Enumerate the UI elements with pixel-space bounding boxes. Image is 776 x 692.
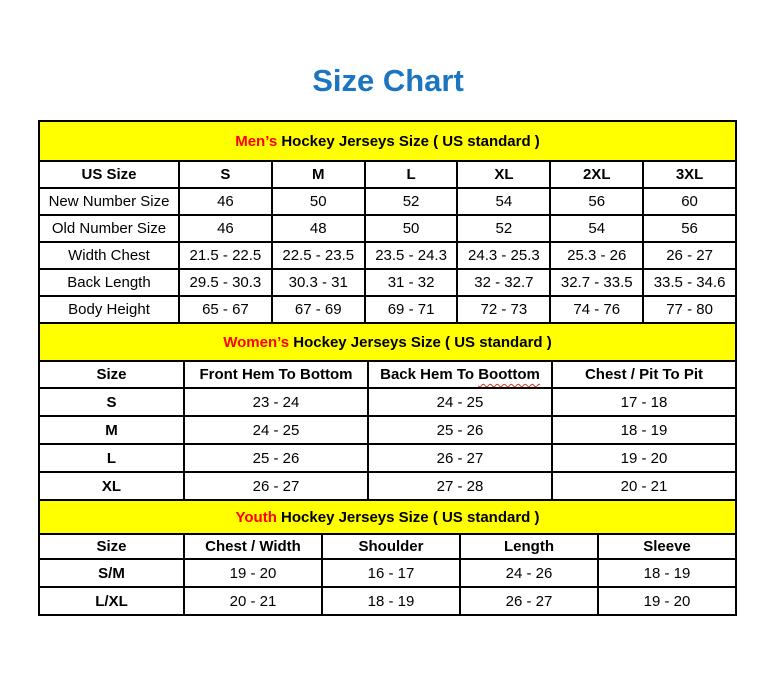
youth-size-table — [38, 499, 737, 616]
mens-size-value-cell: 69 - 71 — [365, 296, 458, 323]
womens-table-row — [39, 388, 736, 416]
womens-size-value-cell: 23 - 24 — [184, 388, 368, 416]
womens-column-header-2 — [368, 361, 552, 388]
mens-section-header-text: Hockey Jerseys Size ( US standard ) — [277, 132, 540, 150]
youth-column-header-0: Size — [39, 534, 184, 559]
mens-table-row — [39, 242, 736, 269]
youth-size-value-cell: 19 - 20 — [184, 559, 322, 587]
youth-column-header-4: Sleeve — [598, 534, 736, 559]
mens-row-label: Old Number Size — [39, 215, 179, 242]
womens-table-row — [39, 416, 736, 444]
womens-table-row — [39, 444, 736, 472]
youth-column-header-1: Chest / Width — [184, 534, 322, 559]
youth-size-value-cell: 19 - 20 — [598, 587, 736, 615]
mens-size-value-cell: 52 — [365, 188, 458, 215]
mens-size-value-cell: 54 — [457, 188, 550, 215]
mens-column-header-4: XL — [457, 161, 550, 188]
womens-size-value-cell: 18 - 19 — [552, 416, 736, 444]
youth-size-value-cell: 24 - 26 — [460, 559, 598, 587]
womens-section-header — [39, 323, 736, 361]
mens-size-value-cell: 30.3 - 31 — [272, 269, 365, 296]
mens-size-value-cell: 31 - 32 — [365, 269, 458, 296]
mens-size-value-cell: 33.5 - 34.6 — [643, 269, 736, 296]
mens-size-value-cell: 24.3 - 25.3 — [457, 242, 550, 269]
mens-size-value-cell: 46 — [179, 215, 272, 242]
mens-size-value-cell: 77 - 80 — [643, 296, 736, 323]
youth-size-value-cell: 18 - 19 — [322, 587, 460, 615]
mens-column-header-1: S — [179, 161, 272, 188]
womens-row-label: S — [39, 388, 184, 416]
mens-size-value-cell: 23.5 - 24.3 — [365, 242, 458, 269]
mens-table-row — [39, 269, 736, 296]
womens-size-value-cell: 24 - 25 — [368, 388, 552, 416]
womens-size-value-cell: 26 - 27 — [368, 444, 552, 472]
womens-column-header-0: Size — [39, 361, 184, 388]
mens-size-value-cell: 29.5 - 30.3 — [179, 269, 272, 296]
youth-size-value-cell: 18 - 19 — [598, 559, 736, 587]
youth-section-header-highlight: Youth — [235, 508, 277, 526]
youth-section-header — [39, 500, 736, 534]
mens-size-value-cell: 25.3 - 26 — [550, 242, 643, 269]
mens-column-header-6: 3XL — [643, 161, 736, 188]
mens-size-value-cell: 46 — [179, 188, 272, 215]
womens-size-value-cell: 26 - 27 — [184, 472, 368, 500]
youth-row-label: L/XL — [39, 587, 184, 615]
womens-size-value-cell: 20 - 21 — [552, 472, 736, 500]
size-tables — [38, 120, 737, 616]
youth-column-header-2: Shoulder — [322, 534, 460, 559]
youth-size-value-cell: 16 - 17 — [322, 559, 460, 587]
mens-size-value-cell: 21.5 - 22.5 — [179, 242, 272, 269]
youth-column-header-3: Length — [460, 534, 598, 559]
mens-section-header — [39, 121, 736, 161]
womens-column-header-2-misspelled-word: Boottom — [478, 366, 540, 383]
mens-size-value-cell: 67 - 69 — [272, 296, 365, 323]
womens-size-value-cell: 25 - 26 — [368, 416, 552, 444]
youth-table-row — [39, 587, 736, 615]
page-title: Size Chart — [312, 63, 464, 98]
youth-size-value-cell: 20 - 21 — [184, 587, 322, 615]
womens-row-label: XL — [39, 472, 184, 500]
mens-size-table — [38, 120, 737, 324]
mens-size-value-cell: 50 — [272, 188, 365, 215]
womens-column-header-2-text: Back Hem To — [380, 366, 479, 383]
womens-section-header-text: Hockey Jerseys Size ( US standard ) — [289, 333, 552, 351]
womens-size-value-cell: 25 - 26 — [184, 444, 368, 472]
mens-table-row — [39, 188, 736, 215]
mens-size-value-cell: 72 - 73 — [457, 296, 550, 323]
mens-column-header-5: 2XL — [550, 161, 643, 188]
mens-size-value-cell: 48 — [272, 215, 365, 242]
womens-size-value-cell: 27 - 28 — [368, 472, 552, 500]
mens-section-header-highlight: Men’s — [235, 132, 278, 150]
youth-row-label: S/M — [39, 559, 184, 587]
womens-size-value-cell: 17 - 18 — [552, 388, 736, 416]
mens-column-header-2: M — [272, 161, 365, 188]
mens-size-value-cell: 54 — [550, 215, 643, 242]
womens-size-table — [38, 322, 737, 501]
mens-row-label: Body Height — [39, 296, 179, 323]
mens-size-value-cell: 26 - 27 — [643, 242, 736, 269]
mens-size-value-cell: 65 - 67 — [179, 296, 272, 323]
mens-size-value-cell: 32 - 32.7 — [457, 269, 550, 296]
womens-row-label: M — [39, 416, 184, 444]
mens-row-label: Width Chest — [39, 242, 179, 269]
mens-size-value-cell: 52 — [457, 215, 550, 242]
womens-section-header-highlight: Women’s — [223, 333, 290, 351]
mens-row-label: New Number Size — [39, 188, 179, 215]
womens-column-header-1: Front Hem To Bottom — [184, 361, 368, 388]
womens-row-label: L — [39, 444, 184, 472]
womens-size-value-cell: 19 - 20 — [552, 444, 736, 472]
mens-column-header-0: US Size — [39, 161, 179, 188]
mens-column-header-3: L — [365, 161, 458, 188]
mens-table-row — [39, 215, 736, 242]
mens-row-label: Back Length — [39, 269, 179, 296]
mens-size-value-cell: 32.7 - 33.5 — [550, 269, 643, 296]
youth-section-header-text: Hockey Jerseys Size ( US standard ) — [276, 508, 540, 526]
mens-size-value-cell: 22.5 - 23.5 — [272, 242, 365, 269]
womens-column-header-3: Chest / Pit To Pit — [552, 361, 736, 388]
mens-size-value-cell: 56 — [643, 215, 736, 242]
mens-size-value-cell: 60 — [643, 188, 736, 215]
youth-table-row — [39, 559, 736, 587]
mens-size-value-cell: 50 — [365, 215, 458, 242]
mens-table-row — [39, 296, 736, 323]
womens-size-value-cell: 24 - 25 — [184, 416, 368, 444]
youth-size-value-cell: 26 - 27 — [460, 587, 598, 615]
womens-table-row — [39, 472, 736, 500]
mens-size-value-cell: 74 - 76 — [550, 296, 643, 323]
mens-size-value-cell: 56 — [550, 188, 643, 215]
